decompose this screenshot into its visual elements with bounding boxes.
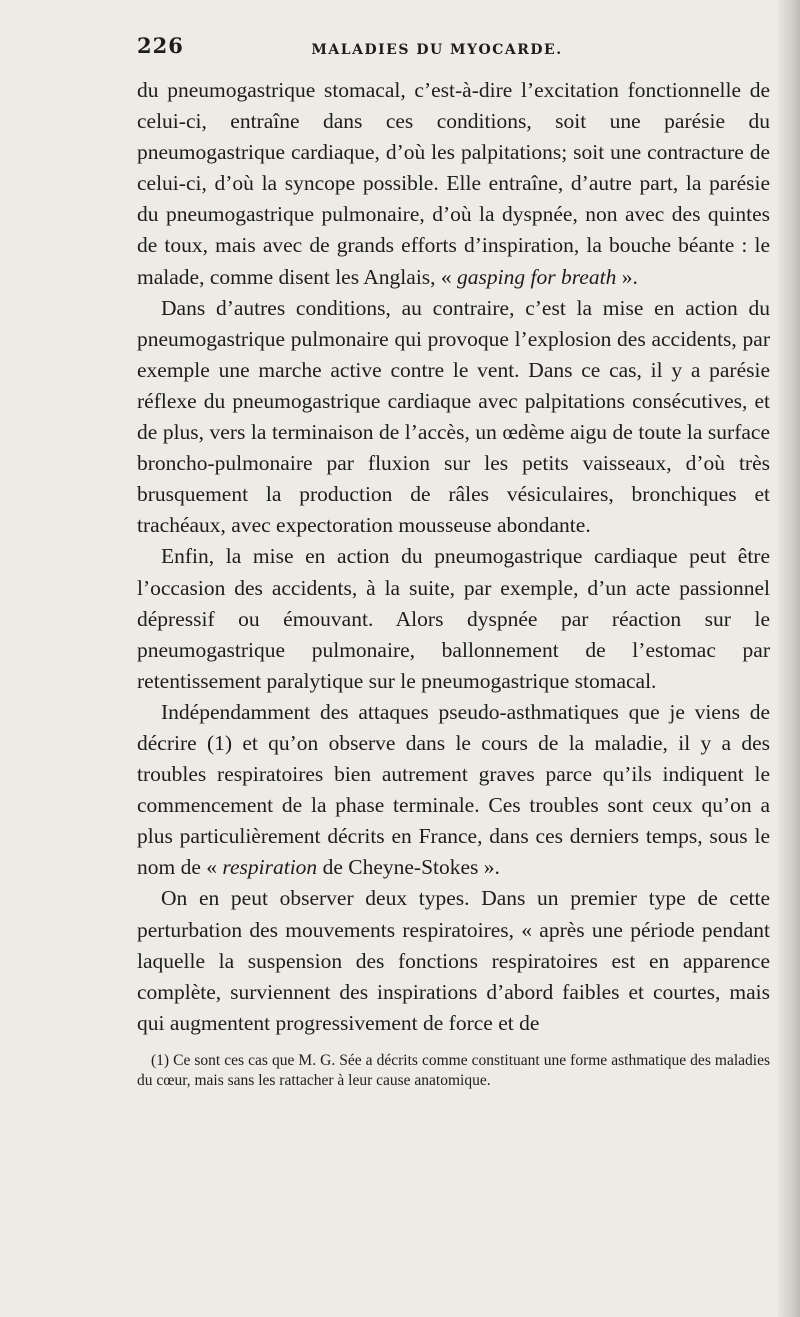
paragraph-5: On en peut observer deux types. Dans un premier type de cette perturbation des mouvements respiratoires, « après une période pendant laquelle la suspension des fonctions respiratoires est en apparence complète, surviennent des inspirations d’abord faibles et courtes, mais qui augmentent progressivement de force et de [137,886,770,1035]
paragraph-4-end: de Cheyne-Stokes ». [317,855,500,880]
paragraph-3: Enfin, la mise en action du pneumogastrique cardiaque peut être l’occasion des accidents, à la suite, par exemple, d’un acte passionnel dépressif ou émouvant. Alors dyspnée par réaction sur le pneumogastrique pulmonaire, ballonnement de l’estomac par retentissement paralytique sur le pneumogastrique stomacal. [137,544,770,693]
paragraph-4-italic-term: respiration [222,855,318,880]
page-edge-shadow [778,0,800,1317]
body-text [137,75,770,1039]
paragraph-4 [137,697,770,884]
running-head: MALADIES DU MYOCARDE. [311,42,563,58]
paragraph-4-text: Indépendamment des attaques pseudo-asthmatiques que je viens de décrire (1) et qu’on observe dans le cours de la maladie, il y a des troubles respiratoires bien autrement graves parce qu’ils indiquent le commencement de la phase terminale. Ces troubles sont ceux qu’on a plus particulièrement décrits en France, dans ces derniers temps, sous le nom de « [137,699,770,880]
page-header [137,34,777,64]
paragraph-1-english-phrase: gasping for breath [457,264,617,289]
paragraph-1 [137,75,770,293]
page-number: 226 [137,33,184,58]
footnote-text: (1) Ce sont ces cas que M. G. Sée a décrits comme constituant une forme asthmatique des maladies du cœur, mais sans les rattacher à leur cause anatomique. [137,1052,770,1089]
paragraph-2: Dans d’autres conditions, au contraire, c’est la mise en action du pneumogastrique pulmonaire qui provoque l’explosion des accidents, par exemple une marche active contre le vent. Dans ce cas, il y a parésie réflexe du pneumogastrique cardiaque avec palpitations consécutives, et de plus, vers la terminaison de l’accès, un œdème aigu de toute la surface broncho-pulmonaire par fluxion sur les petits vaisseaux, d’où très brusquement la production de râles vésiculaires, bronchiques et trachéaux, avec expectoration mousseuse abondante. [137,295,770,538]
footnote [137,1051,770,1091]
paragraph-1-end: ». [616,264,638,289]
paragraph-1-text: du pneumogastrique stomacal, c’est-à-dire l’excitation fonctionnelle de celui-ci, entraîne dans ces conditions, soit une parésie du pneumogastrique cardiaque, d’où les palpitations; soit une contracture de celui-ci, d’où la syncope possible. Elle entraîne, d’autre part, la parésie du pneumogastrique pulmonaire, d’où la dyspnée, non avec des quintes de toux, mais avec de grands efforts d’inspiration, la bouche béante : le malade, comme disent les Anglais, « [137,78,770,289]
